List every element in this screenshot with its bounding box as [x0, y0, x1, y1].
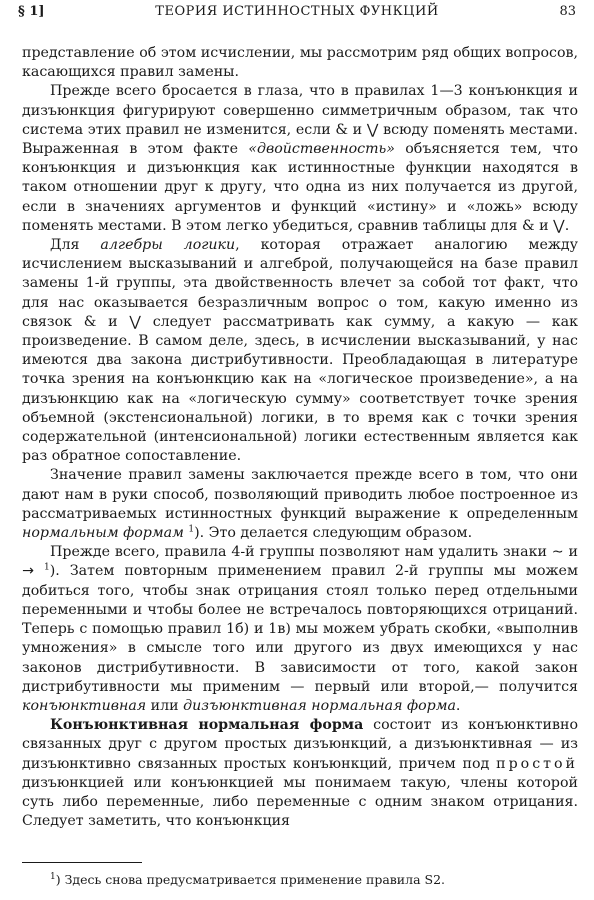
footnote [50, 872, 570, 888]
negation-sign: ∼ [551, 544, 564, 561]
paragraph-5 [22, 543, 578, 716]
paragraph-4-text-a: Значение правил замены заключается прежде всего в том, что они дают нам в руки способ, позволяющий приводить любое построенное из рассматриваемых истинностных функций выражение к определенным [22, 467, 578, 522]
term-conjunctive: конъюнктивная [22, 697, 147, 714]
term-conjunctive-normal-form: Конъюнктивная нормальная форма [50, 717, 364, 734]
term-normal-forms: нормальным формам [22, 525, 184, 542]
paragraph-6-text-b: дизъюнкцией или конъюнкцией мы понимаем такую, члены которой суть либо переменные, либо переменные с одним знаком отрицания. Следует заметить, что конъюнкция [22, 774, 578, 830]
term-disjunctive-normal-form: дизъюнктивная нормальная форма [183, 697, 456, 714]
footnote-ref-2: 1 [43, 562, 50, 573]
paragraph-5-text-b: ). Затем повторным применением правил 2-й группы мы можем добиться того, чтобы знак отрицания стоял только перед отдельными переменными и чтобы более не встречалось повторяющихся отрицаний. Теперь с помощью правил 1б) и 1в) мы можем убрать скобки, «выполнив умножения» в смысле того или другого из двух имеющихся у нас законов дистрибутивности. В зависимости от того, какой закон дистрибутивности мы применим — первый или второй,— получится [22, 563, 578, 695]
section-marker: § 1] [18, 4, 45, 19]
footnote-text: ) Здесь снова предусматривается применение правила S2. [55, 872, 445, 887]
implication-arrow: → [22, 563, 34, 580]
paragraph-3 [22, 236, 578, 466]
paragraph-4 [22, 466, 578, 543]
or-word: или [146, 697, 184, 714]
paragraph-3-text-b: , которая отражает аналогию между исчислением высказываний и алгеброй, получающейся на базе правил замены 1-й группы, эта двойственность влечет за собой тот факт, что для нас оказывается безразличным вопрос о том, какую именно из связок & и ⋁ следует рассматривать как сумму, а какую — как произведение. В самом деле, здесь, в исчислении высказываний, у нас имеются два закона дистрибутивности. Преобладающая в литературе точка зрения на конъюнкцию как на «логическое произведение», а на дизъюнкцию как на «логическую сумму» соответствует точке зрения объемной (экстенсиональной) логики, в то время как с точки зрения содержательной (интенсиональной) логики естественным является как раз обратное сопоставление. [22, 237, 578, 465]
paragraph-6-text-a: состоит из конъюнктивно связанных друг с другом простых дизъюнкций, а дизъюнктивная — из дизъюнктивно связанных простых конъюнкций, причем под [22, 717, 579, 772]
footnote-mark: 1 [50, 871, 56, 882]
paragraph-2-text-a: Прежде всего бросается в глаза, что в правилах 1—3 конъюнкция и дизъюнкция фигурируют совершенно симметричным образом, так что система этих правил не изменится, если & и ⋁ всюду поменять местами. Выраженная в этом факте [22, 83, 578, 158]
paragraph-1-text: представление об этом исчислении, мы рассмотрим ряд общих вопросов, касающихся правил замены. [22, 45, 578, 81]
footnote-separator [22, 862, 142, 863]
term-logic-algebra: алгебры логики [100, 237, 236, 254]
term-duality: «двойственность» [248, 141, 395, 158]
spaced-word-simple: простой [496, 755, 578, 772]
body-text [22, 44, 578, 831]
running-head [18, 4, 576, 24]
paragraph-5-end: . [455, 697, 461, 714]
paragraph-5-text-a: Прежде всего, правила 4-й группы позволяют нам удалить знаки [50, 544, 552, 561]
paragraph-1 [22, 44, 578, 82]
conjunction-word: и [563, 544, 578, 561]
running-title: ТЕОРИЯ ИСТИННОСТНЫХ ФУНКЦИЙ [155, 4, 439, 19]
paragraph-2-text-b: объясняется тем, что конъюнкция и дизъюнкция как истинностные функции находятся в таком отношении друг к другу, что одна из них получается из другой, если в значениях аргументов и функций «истину» и «ложь» всюду поменять местами. В этом легко убедиться, сравнив таблицы для & и ⋁. [22, 141, 578, 234]
paragraph-6 [22, 716, 578, 831]
paragraph-3-text-a: Для [50, 237, 101, 254]
paragraph-4-text-b: ). Это делается следующим образом. [194, 525, 473, 542]
paragraph-2 [22, 82, 578, 236]
footnote-ref-1: 1 [188, 524, 195, 535]
page-number: 83 [559, 4, 576, 19]
